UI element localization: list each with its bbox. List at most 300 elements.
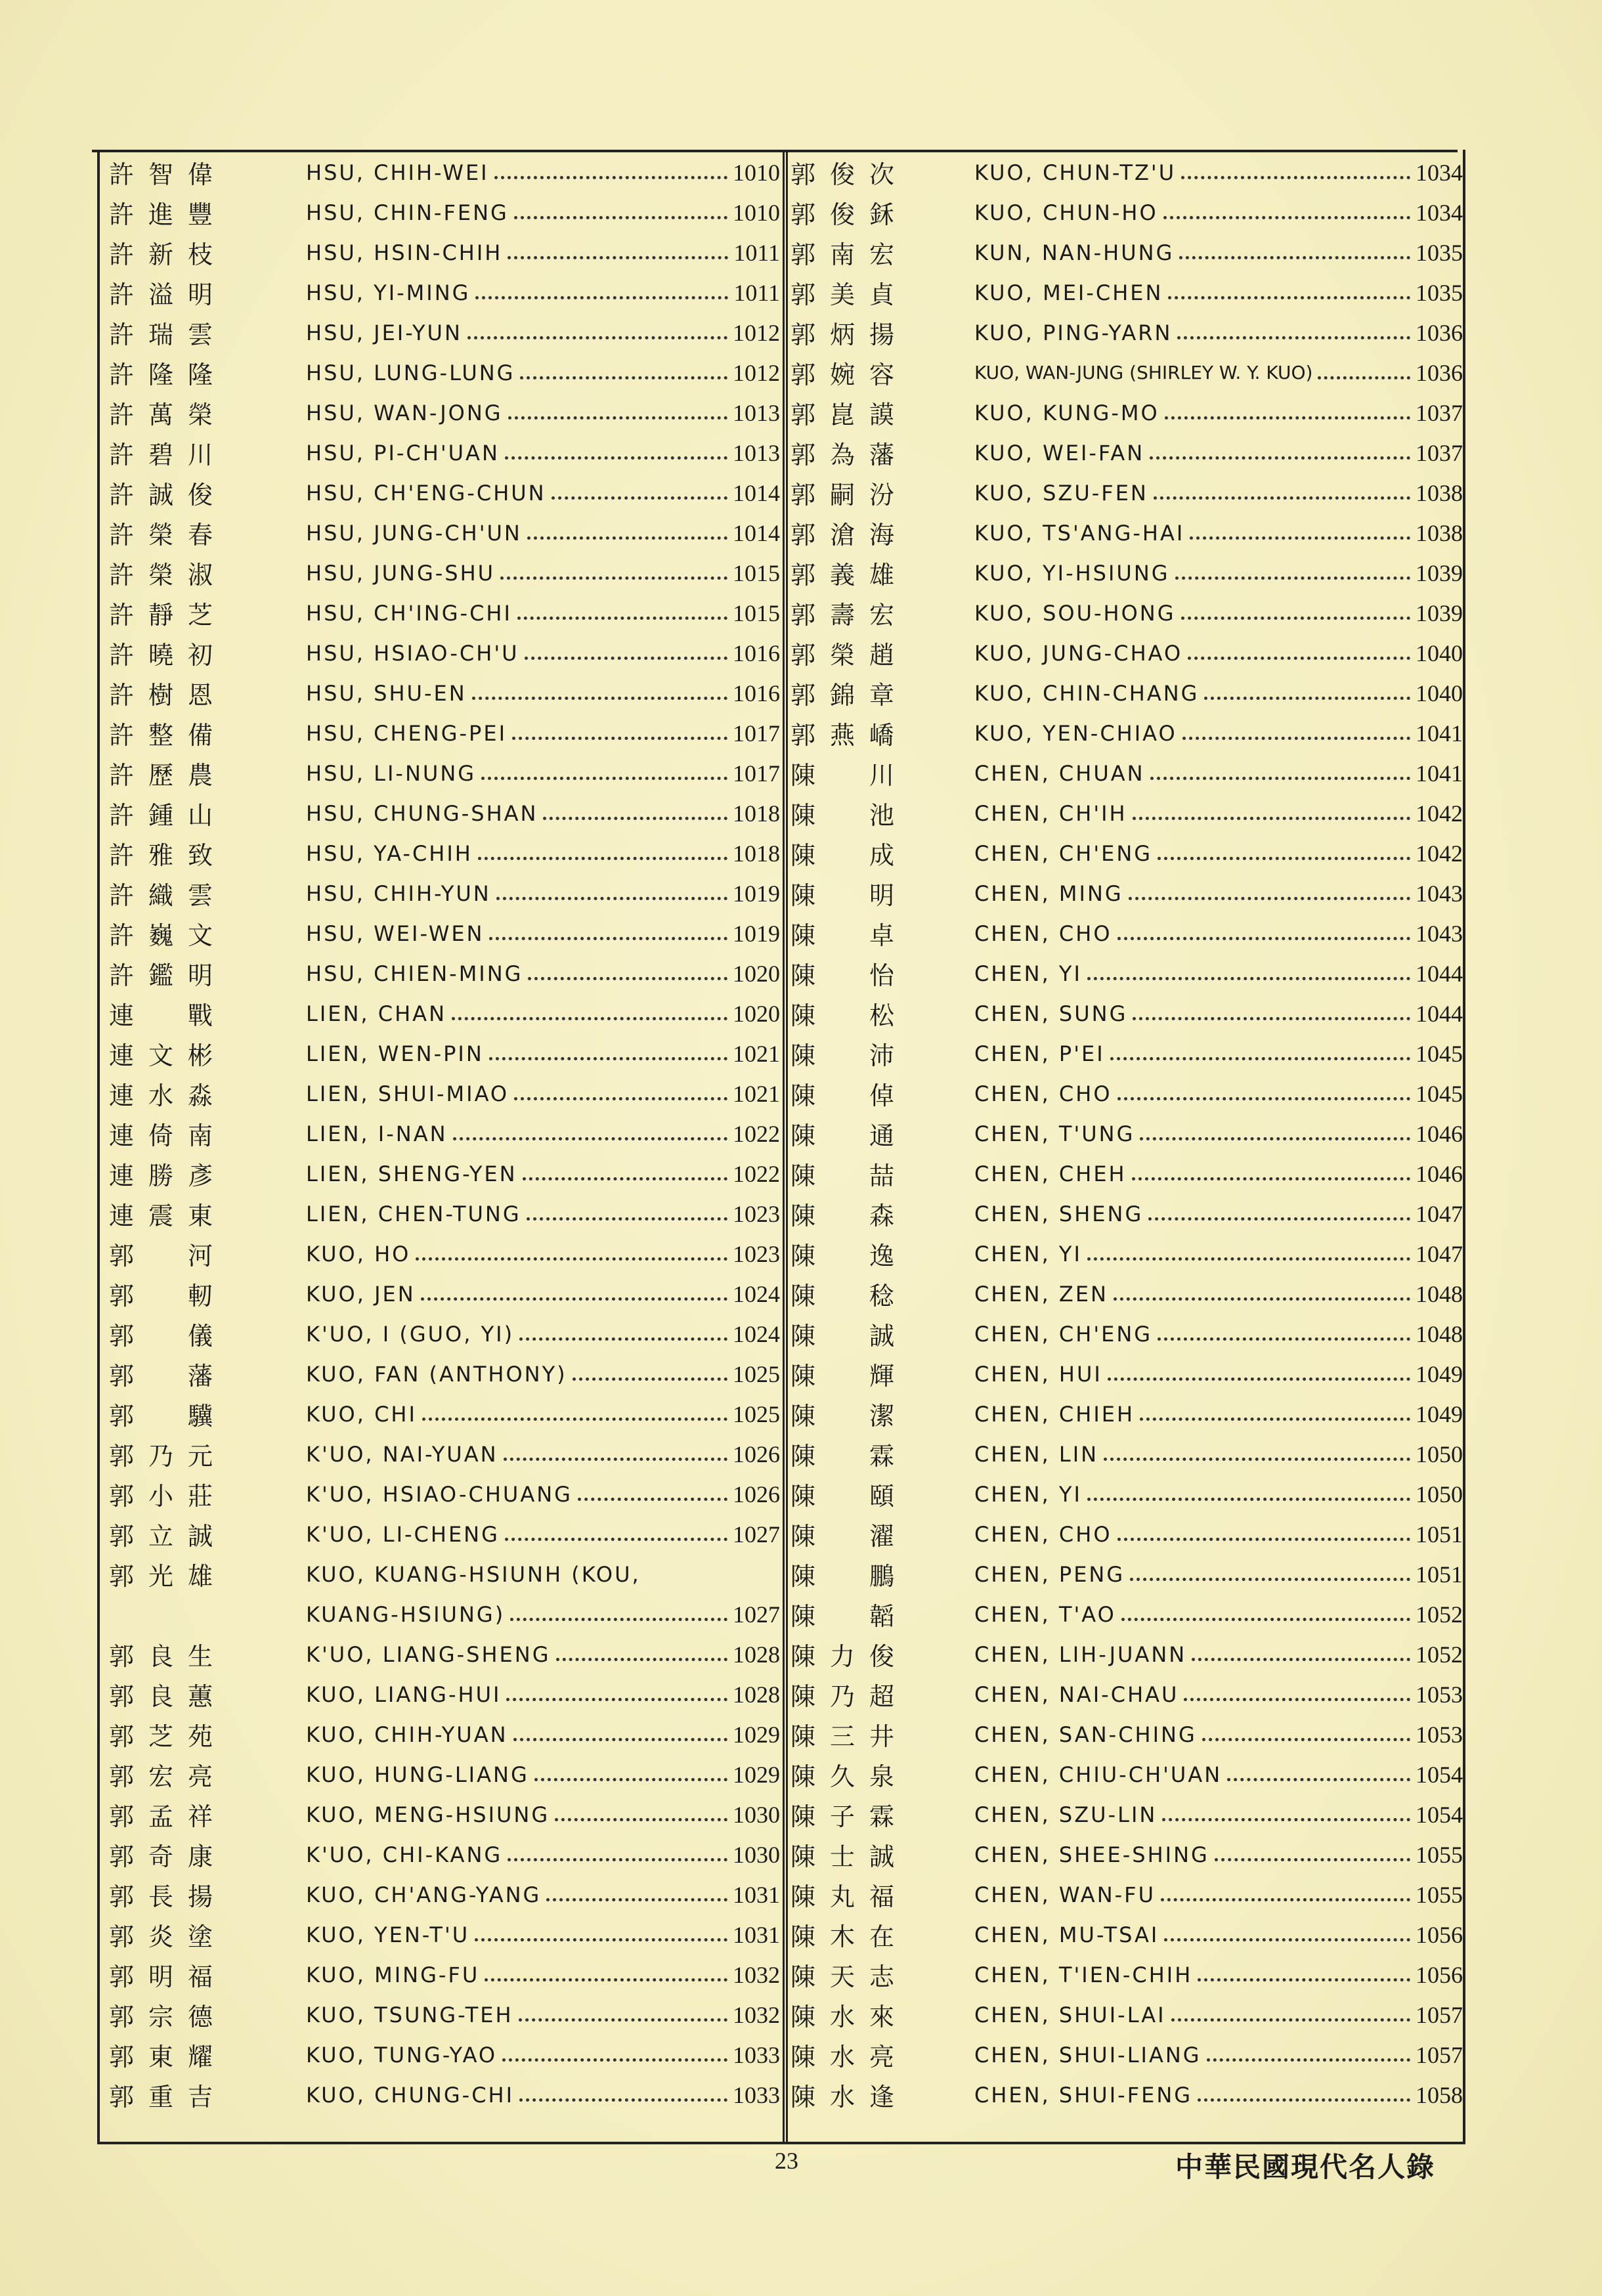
dot-leader [1184,1698,1410,1701]
chinese-name: 許進豐 [109,200,228,229]
romanized-name: HSU, JEI-YUN [306,320,462,345]
romanized-name: LIEN, SHENG-YEN [306,1161,517,1186]
chinese-name: 陳力俊 [790,1642,909,1671]
page-reference: 1045 [1416,1040,1463,1067]
page-reference: 1026 [733,1440,780,1467]
chinese-name: 連文彬 [109,1041,228,1070]
dot-leader [1133,1017,1410,1020]
dot-leader [1177,336,1410,339]
index-entry [100,1674,780,1714]
page-reference: 1029 [733,1761,780,1788]
index-entry [100,1794,780,1834]
chinese-name: 許雅致 [109,841,228,870]
page-reference: 1043 [1416,880,1463,907]
romanized-name: CHEN, WAN-FU [974,1882,1156,1907]
index-entry [790,1033,1463,1073]
page-reference: 1048 [1416,1320,1463,1347]
romanized-name: HSU, CHIH-YUN [306,880,491,906]
page-reference: 1021 [733,1080,780,1107]
romanized-name: CHEN, SZU-LIN [974,1802,1158,1827]
chinese-name: 許曉初 [109,641,228,670]
dot-leader [452,1017,727,1020]
dot-leader [1110,1057,1410,1060]
page-reference: 1034 [1416,159,1463,186]
page-reference: 1026 [733,1481,780,1507]
page-reference: 1037 [1416,399,1463,426]
dot-leader [512,737,727,740]
page-reference: 1035 [1416,279,1463,306]
page-reference: 1029 [733,1721,780,1748]
page-reference: 1050 [1416,1481,1463,1507]
dot-leader [1182,737,1410,740]
romanized-name: CHEN, SHUI-LIANG [974,2042,1202,2068]
dot-leader [1202,1738,1410,1741]
index-entry [790,1794,1463,1834]
index-entry [790,553,1463,593]
romanized-name: KUO, KUNG-MO [974,400,1159,425]
chinese-name: 許榮淑 [109,561,228,590]
romanized-name: HSU, CHIEN-MING [306,961,523,986]
romanized-name: CHEN, LIH-JUANN [974,1641,1187,1667]
chinese-name: 陳 逸 [790,1242,909,1270]
chinese-name: 陳丸福 [790,1882,909,1911]
index-entry [790,953,1463,993]
chinese-name: 陳 沛 [790,1041,909,1070]
chinese-name: 郭滄海 [790,521,909,550]
index-entry [100,2075,780,2115]
index-entry [100,1915,780,1955]
chinese-name: 陳水亮 [790,2043,909,2071]
chinese-name: 郭崑謨 [790,401,909,429]
romanized-name: KUO, HO [306,1241,411,1267]
book-title: 中華民國現代名人錄 [1175,2151,1436,2183]
romanized-name: CHEN, CHO [974,1081,1112,1106]
chinese-name: 許萬榮 [109,401,228,429]
chinese-name: 郭南宏 [790,240,909,269]
page-reference: 1033 [733,2041,780,2068]
romanized-name: KUO, TSUNG-TEH [306,2002,513,2027]
dot-leader [510,1618,727,1621]
page-reference: 1049 [1416,1400,1463,1427]
page-reference: 1039 [1416,599,1463,626]
page-reference: 1041 [1416,760,1463,787]
page-reference: 1034 [1416,199,1463,226]
dot-leader [528,977,727,980]
index-entry [790,1234,1463,1274]
chinese-name: 連勝彥 [109,1161,228,1190]
dot-leader [1168,296,1410,299]
romanized-name: KUO, JUNG-CHAO [974,640,1183,666]
index-entry [100,1434,780,1474]
dot-leader [1318,376,1410,379]
dot-leader [506,1698,727,1701]
index-entry [100,1714,780,1754]
index-entry [100,953,780,993]
index-entry [790,1754,1463,1794]
dot-leader [1181,176,1410,179]
page-reference: 1036 [1416,359,1463,386]
page-reference: 1030 [733,1841,780,1868]
chinese-name: 陳 潔 [790,1402,909,1431]
index-entry [790,713,1463,753]
romanized-name: CHEN, HUI [974,1361,1102,1387]
index-entry [790,192,1463,232]
chinese-name: 許整備 [109,721,228,750]
dot-leader [1117,937,1411,940]
index-entry [100,1274,780,1314]
chinese-name: 陳 明 [790,881,909,910]
dot-leader [504,1458,727,1461]
page-reference: 1040 [1416,680,1463,706]
chinese-name: 郭芝苑 [109,1722,228,1751]
chinese-name: 郭燕嶠 [790,721,909,750]
index-entry [100,473,780,513]
index-entry [100,353,780,393]
page-reference: 1012 [733,359,780,386]
chinese-name: 陳 卓 [790,921,909,950]
index-entry [100,1634,780,1674]
dot-leader [421,1297,727,1301]
page-reference: 1032 [733,2001,780,2028]
page-reference: 1032 [733,1961,780,1988]
dot-leader [1108,1377,1410,1381]
index-entry [100,1955,780,1995]
dot-leader [1161,1898,1410,1901]
chinese-name: 郭俊鉌 [790,200,909,229]
chinese-name: 郭榮趙 [790,641,909,670]
chinese-name: 陳士誠 [790,1842,909,1871]
romanized-name: KUO, CHUN-TZ'U [974,160,1177,185]
dot-leader [1227,1778,1410,1781]
romanized-name: CHEN, CHO [974,1521,1112,1547]
index-entry [100,793,780,833]
romanized-name: CHEN, CH'ENG [974,1321,1153,1347]
chinese-name: 郭良生 [109,1642,228,1671]
index-entry [100,1594,780,1634]
romanized-name: CHEN, YI [974,961,1082,986]
index-entry [790,673,1463,713]
chinese-name: 郭為藩 [790,441,909,469]
index-entry [790,1554,1463,1594]
index-entry [790,1154,1463,1194]
chinese-name: 陳久泉 [790,1762,909,1791]
chinese-name: 陳 通 [790,1121,909,1150]
index-entry [790,1314,1463,1354]
dot-leader [1207,2058,1410,2062]
page-reference: 1019 [733,880,780,907]
page-reference: 1018 [733,840,780,867]
romanized-name: CHEN, T'AO [974,1601,1116,1627]
romanized-name: LIEN, I-NAN [306,1121,448,1146]
index-entry [100,673,780,713]
index-entry [100,1073,780,1114]
chinese-name: 陳 森 [790,1202,909,1230]
dot-leader [1215,1858,1410,1861]
index-entry [100,313,780,353]
index-entry [100,192,780,232]
dot-leader [527,1217,727,1221]
index-entry [790,232,1463,272]
romanized-name: HSU, CH'ENG-CHUN [306,480,546,506]
dot-leader [475,296,728,299]
index-entry [100,1554,780,1594]
dot-leader [1204,697,1410,700]
index-entry [100,553,780,593]
index-entry [100,1834,780,1874]
page-reference: 1031 [733,1921,780,1948]
chinese-name: 郭 河 [109,1242,228,1270]
page-reference: 1054 [1416,1761,1463,1788]
romanized-name: KUO, CHIH-YUAN [306,1722,508,1747]
dot-leader [1181,617,1410,620]
romanized-name: KUO, JEN [306,1281,416,1307]
page-reference: 1055 [1416,1881,1463,1908]
dot-leader [489,937,727,940]
chinese-name: 郭義雄 [790,561,909,590]
page-reference: 1045 [1416,1080,1463,1107]
index-entry [100,2035,780,2075]
dot-leader [517,617,727,620]
dot-leader [502,2058,727,2062]
index-entry [100,433,780,473]
romanized-name: HSU, HSIN-CHIH [306,240,503,265]
chinese-name: 郭立誠 [109,1522,228,1551]
dot-leader [508,1858,727,1861]
dot-leader [1164,1938,1410,1941]
romanized-name: LIEN, WEN-PIN [306,1041,484,1066]
chinese-name: 郭婉容 [790,360,909,389]
dot-leader [1133,817,1410,820]
page-reference: 1025 [733,1400,780,1427]
chinese-name: 郭炎塗 [109,1922,228,1951]
chinese-name: 陳 稔 [790,1282,909,1310]
romanized-name: KUO, WAN-JUNG (SHIRLEY W. Y. KUO) [974,362,1313,383]
romanized-name: HSU, CHUNG-SHAN [306,800,538,826]
romanized-name: K'UO, HSIAO-CHUANG [306,1481,573,1507]
page-reference: 1042 [1416,800,1463,827]
index-entry [790,833,1463,873]
page-reference: 1012 [733,319,780,346]
romanized-name: K'UO, CHI-KANG [306,1842,503,1867]
index-entry [790,1594,1463,1634]
page-reference: 1046 [1416,1160,1463,1187]
dot-leader [505,1538,727,1541]
index-entry [100,232,780,272]
dot-leader [1121,1618,1410,1621]
romanized-name: HSU, WAN-JONG [306,400,503,425]
page-reference: 1017 [733,760,780,787]
romanized-name: CHEN, CHUAN [974,760,1145,786]
chinese-name: 許靜芝 [109,601,228,630]
romanized-name: KUO, LIANG-HUI [306,1681,502,1707]
column-divider [783,150,788,2144]
page-reference: 1044 [1416,1000,1463,1027]
chinese-name: 陳木在 [790,1922,909,1951]
chinese-name: 郭明福 [109,1962,228,1991]
page-reference: 1018 [733,800,780,827]
chinese-name: 郭長揚 [109,1882,228,1911]
index-entry [790,873,1463,913]
page-reference: 1054 [1416,1801,1463,1828]
page-reference: 1047 [1416,1200,1463,1227]
index-entry [790,1514,1463,1554]
index-entry [100,1474,780,1514]
chinese-name: 許隆隆 [109,360,228,389]
index-entry [100,1874,780,1915]
romanized-name: KUO, TUNG-YAO [306,2042,498,2068]
chinese-name: 郭良蕙 [109,1682,228,1711]
index-entry [100,1154,780,1194]
page-reference: 1010 [733,159,780,186]
page-reference: 1020 [733,1000,780,1027]
index-entry [100,1754,780,1794]
chinese-name: 陳天志 [790,1962,909,1991]
index-entry [100,1114,780,1154]
dot-leader [1162,1818,1410,1821]
index-entry [790,1073,1463,1114]
page-reference: 1052 [1416,1641,1463,1668]
romanized-name: CHEN, SHEE-SHING [974,1842,1209,1867]
dot-leader [500,576,727,580]
dot-leader [1192,1658,1410,1661]
romanized-name: KUO, SOU-HONG [974,600,1176,626]
index-entry [790,2075,1463,2115]
dot-leader [1198,2098,1410,2102]
dot-leader [1171,2018,1410,2022]
dot-leader [546,1898,727,1901]
romanized-name: CHEN, YI [974,1481,1082,1507]
page-reference: 1051 [1416,1561,1463,1588]
chinese-name: 許鍾山 [109,801,228,830]
chinese-name: 陳子霖 [790,1802,909,1831]
index-entry [790,1394,1463,1434]
page-reference: 1036 [1416,319,1463,346]
dot-leader [543,817,727,820]
romanized-name: HSU, YA-CHIH [306,840,473,866]
index-entry [790,513,1463,553]
chinese-name: 郭 儀 [109,1322,228,1351]
chinese-name: 許瑞雲 [109,320,228,349]
index-entry [100,1514,780,1554]
dot-leader [1158,857,1410,860]
chinese-name: 陳 濯 [790,1522,909,1551]
chinese-name: 許榮春 [109,521,228,550]
romanized-name: HSU, WEI-WEN [306,921,485,946]
index-entry [790,793,1463,833]
page-reference: 1051 [1416,1521,1463,1548]
romanized-name: HSU, YI-MING [306,280,471,305]
romanized-name: LIEN, CHEN-TUNG [306,1201,521,1226]
page-reference: 1017 [733,720,780,747]
romanized-name: KUO, YI-HSIUNG [974,560,1170,586]
romanized-name: CHEN, CHEH [974,1161,1127,1186]
page-reference: 1016 [733,680,780,706]
page-reference: 1049 [1416,1360,1463,1387]
index-entry [100,272,780,313]
dot-leader [1117,1538,1411,1541]
index-entry [790,272,1463,313]
romanized-name: K'UO, NAI-YUAN [306,1441,498,1467]
index-entry [790,1955,1463,1995]
dot-leader [1129,897,1410,900]
chinese-name: 許鑑明 [109,961,228,990]
chinese-name: 許溢明 [109,280,228,309]
romanized-name: HSU, JUNG-CH'UN [306,520,522,546]
dot-leader [481,777,727,780]
romanized-name: CHEN, CH'ENG [974,840,1153,866]
chinese-name: 郭乃元 [109,1442,228,1471]
page-reference: 1052 [1416,1601,1463,1628]
chinese-name: 陳 霖 [790,1442,909,1471]
page-reference: 1010 [733,199,780,226]
page-reference: 1027 [733,1521,780,1548]
dot-leader [467,336,727,339]
page-reference: 1020 [733,960,780,987]
chinese-name: 郭東耀 [109,2043,228,2071]
index-entry [790,2035,1463,2075]
dot-leader [472,697,727,700]
romanized-name: KUO, PING-YARN [974,320,1173,345]
page-reference: 1028 [733,1641,780,1668]
page-reference: 1056 [1416,1921,1463,1948]
dot-leader [485,1978,727,1982]
romanized-name: HSU, LI-NUNG [306,760,477,786]
romanized-name: CHEN, YI [974,1241,1082,1267]
chinese-name: 連震東 [109,1202,228,1230]
dot-leader [1087,977,1410,980]
index-entry [790,1834,1463,1874]
romanized-name: KUO, MENG-HSIUNG [306,1802,550,1827]
dot-leader [496,897,727,900]
romanized-name: CHEN, MU-TSAI [974,1922,1159,1947]
romanized-name: KUO, CHUNG-CHI [306,2082,515,2108]
dot-leader [1188,657,1410,660]
index-entry [790,1474,1463,1514]
index-entry [100,753,780,793]
dot-leader [1104,1458,1410,1461]
dot-leader [1132,1177,1410,1180]
dot-leader [513,1738,727,1741]
romanized-name: KUANG-HSIUNG) [306,1601,506,1627]
dot-leader [556,1658,728,1661]
dot-leader [422,1418,727,1421]
romanized-name: CHEN, PENG [974,1561,1125,1587]
romanized-name: KUO, CH'ANG-YANG [306,1882,542,1907]
romanized-name: CHEN, NAI-CHAU [974,1681,1179,1707]
page-reference: 1040 [1416,639,1463,666]
dot-leader [534,1778,727,1781]
romanized-name: CHEN, P'EI [974,1041,1105,1066]
dot-leader [489,1057,727,1060]
index-entry [790,393,1463,433]
chinese-name: 許歷農 [109,761,228,790]
dot-leader [1117,1097,1411,1100]
page-reference: 1024 [733,1320,780,1347]
romanized-name: K'UO, LIANG-SHENG [306,1641,551,1667]
index-entry [790,913,1463,953]
index-entry [790,633,1463,673]
dot-leader [1150,456,1410,460]
dot-leader [527,536,727,540]
page-reference: 1011 [733,239,780,266]
chinese-name: 郭重吉 [109,2083,228,2112]
romanized-name: CHEN, T'UNG [974,1121,1135,1146]
chinese-name: 陳 倬 [790,1081,909,1110]
romanized-name: KUN, NAN-HUNG [974,240,1175,265]
index-entry [790,313,1463,353]
chinese-name: 郭光雄 [109,1562,228,1591]
chinese-name: 郭 驥 [109,1402,228,1431]
